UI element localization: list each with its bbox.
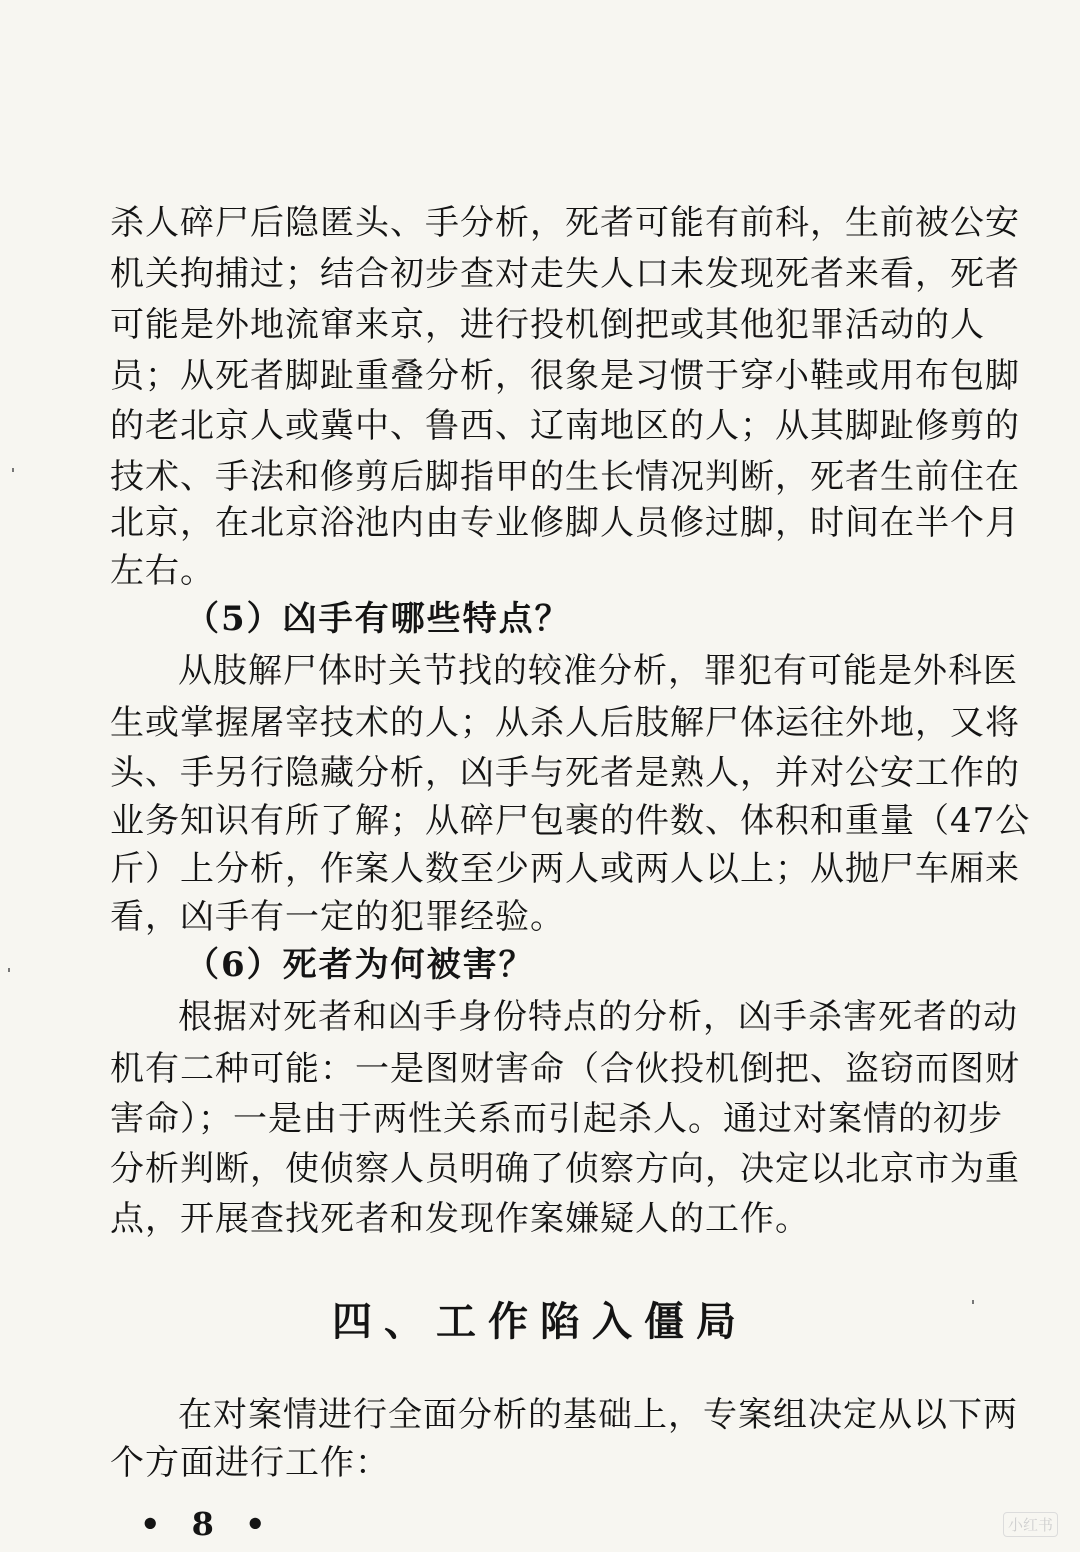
text-line: 分析判断，使侦察人员明确了侦察方向，决定以北京市为重 (110, 1149, 1020, 1189)
text-line: 斤）上分析，作案人数至少两人或两人以上；从抛尸车厢来 (110, 849, 1020, 889)
text-line: 杀人碎尸后隐匿头、手分析，死者可能有前科，生前被公安 (110, 203, 1020, 243)
scan-speck (12, 468, 14, 472)
text-line: 害命）；一是由于两性关系而引起杀人。通过对案情的初步 (110, 1099, 1003, 1139)
text-line: 在对案情进行全面分析的基础上，专案组决定从以下两 (178, 1395, 1018, 1435)
text-line: 业务知识有所了解；从碎尸包裹的件数、体积和重量（47公 (110, 801, 1031, 841)
watermark-logo: 小红书 (1003, 1512, 1058, 1537)
section-heading-5: （5）凶手有哪些特点？ (185, 599, 571, 639)
text-line: 头、手另行隐藏分析，凶手与死者是熟人，并对公安工作的 (110, 753, 1020, 793)
scan-speck (972, 1300, 974, 1304)
text-line: 的老北京人或冀中、鲁西、辽南地区的人；从其脚趾修剪的 (110, 406, 1020, 446)
text-line: 根据对死者和凶手身份特点的分析，凶手杀害死者的动 (178, 997, 1018, 1037)
text-line: 北京，在北京浴池内由专业修脚人员修过脚，时间在半个月 (110, 503, 1020, 543)
text-line: 员；从死者脚趾重叠分析，很象是习惯于穿小鞋或用布包脚 (110, 356, 1020, 396)
text-line: 点，开展查找死者和发现作案嫌疑人的工作。 (110, 1199, 810, 1239)
chapter-heading: 四、工作陷入僵局 (332, 1298, 748, 1345)
text-line: 看，凶手有一定的犯罪经验。 (110, 897, 565, 937)
section-heading-6: （6）死者为何被害？ (185, 945, 535, 985)
text-line: 机关拘捕过；结合初步查对走失人口未发现死者来看，死者 (110, 254, 1020, 294)
text-line: 左右。 (110, 551, 215, 591)
page-number: • 8 • (140, 1505, 276, 1543)
text-line: 可能是外地流窜来京，进行投机倒把或其他犯罪活动的人 (110, 305, 985, 345)
scan-speck (8, 968, 10, 972)
text-line: 个方面进行工作： (110, 1443, 390, 1483)
text-line: 技术、手法和修剪后脚指甲的生长情况判断，死者生前住在 (110, 457, 1020, 497)
text-line: 生或掌握屠宰技术的人；从杀人后肢解尸体运往外地，又将 (110, 703, 1020, 743)
text-line: 机有二种可能：一是图财害命（合伙投机倒把、盗窃而图财 (110, 1049, 1020, 1089)
text-line: 从肢解尸体时关节找的较准分析，罪犯有可能是外科医 (178, 651, 1018, 691)
